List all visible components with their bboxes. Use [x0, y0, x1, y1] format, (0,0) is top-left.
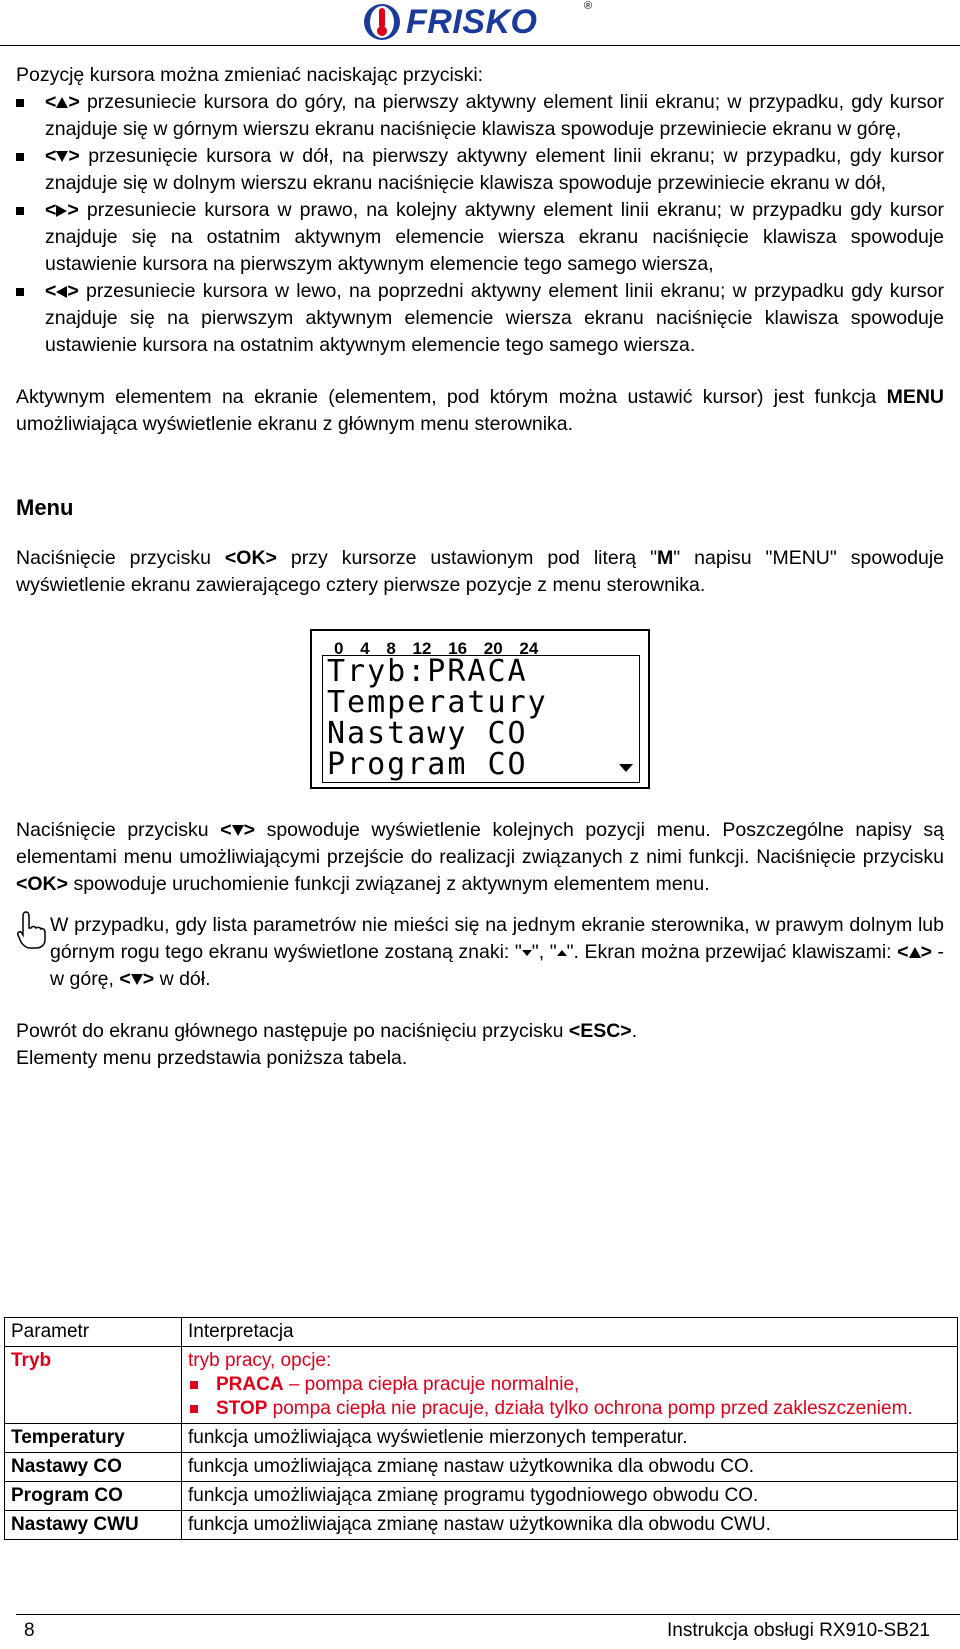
lcd-line: Program CO: [327, 747, 528, 782]
intro-text: Pozycję kursora można zmieniać naciskając przyciski:: [16, 64, 484, 86]
footer-rule: [16, 1614, 960, 1615]
esc-paragraph: Powrót do ekranu głównego następuje po naciśnięciu przycisku <ESC>. Elementy menu przedstawia poniższa tabela.: [16, 1020, 638, 1069]
header-rule: [0, 45, 960, 46]
parameter-description: funkcja umożliwiająca zmianę nastaw użytkownika dla obwodu CO.: [182, 1453, 958, 1482]
note-block: [16, 912, 944, 993]
mode-options-list: [188, 1373, 951, 1421]
next-items-paragraph: Naciśnięcie przycisku < > spowoduje wyświetlenie kolejnych pozycji menu. Poszczególne napisy są elementami menu umożliwiającymi przejście do realizacji związanych z nimi funkcji. Naciśnięcie przycisku <OK> spowoduje uruchomienie funkcji związanej z aktywnym elementem menu.: [16, 819, 944, 895]
lcd-line: Tryb:PRACA: [327, 654, 528, 689]
note-text: W przypadku, gdy lista parametrów nie mieści się na jednym ekranie sterownika, w prawym dolnym lub górnym rogu tego ekranu wyświetlone zostaną znaki: " ", " ". Ekran można przewijać klawiszami: < > - w górę, < > w dół.: [50, 914, 945, 990]
lcd-column-scale: 0 4 8 12 16 20 24: [334, 639, 539, 658]
table-row: [5, 1347, 958, 1424]
active-element-paragraph: Aktywnym elementem na ekranie (elementem, pod którym można ustawić kursor) jest funkcja MENU umożliwiająca wyświetlenie ekranu z głównym menu sterownika.: [16, 386, 944, 435]
up-triangle-icon: [56, 97, 68, 108]
lcd-display: [310, 629, 650, 789]
down-triangle-icon: [232, 825, 244, 836]
logo-text: FRISKO: [406, 2, 538, 41]
parameter-name: Tryb: [5, 1347, 182, 1424]
parameter-description: funkcja umożliwiająca wyświetlenie mierzonych temperatur.: [182, 1424, 958, 1453]
lcd-line: Temperatury: [327, 685, 548, 720]
parameter-name: Program CO: [5, 1482, 182, 1511]
lcd-screen: [322, 655, 640, 783]
lcd-display-figure: [16, 629, 944, 789]
parameter-name: Temperatury: [5, 1424, 182, 1453]
list-item: < > przesunięcie kursora w dół, na pierwszy aktywny element linii ekranu; w przypadku, gdy kursor znajduje się w dolnym wierszu ekranu naciśnięcie klawisza spowoduje przewiniecie ekranu w dół,: [16, 143, 944, 197]
page-number: 8: [24, 1620, 35, 1641]
lcd-line: Nastawy CO: [327, 716, 528, 751]
table-row: [5, 1453, 958, 1482]
table-row: [5, 1511, 958, 1540]
up-triangle-icon: [909, 947, 921, 958]
thermometer-logo-icon: [362, 2, 402, 42]
menu-heading: Menu: [16, 495, 74, 520]
parameter-name: Nastawy CWU: [5, 1511, 182, 1540]
table-header-row: [5, 1318, 958, 1347]
right-triangle-icon: [56, 205, 67, 217]
document-title: Instrukcja obsługi RX910-SB21: [667, 1620, 930, 1641]
parameter-description: funkcja umożliwiająca zmianę programu tygodniowego obwodu CO.: [182, 1482, 958, 1511]
list-item: STOP pompa ciepła nie pracuje, działa tylko ochrona pomp przed zakleszczeniem.: [188, 1397, 951, 1421]
parameter-description: tryb pracy, opcje: PRACA – pompa ciepła pracuje normalnie, STOP pompa ciepła nie pracuje, działa tylko ochrona pomp przed zakleszczeniem.: [182, 1347, 958, 1424]
table-header-cell: Parametr: [5, 1318, 182, 1347]
down-triangle-icon: [56, 151, 68, 162]
left-triangle-icon: [56, 286, 67, 298]
frisko-logo: [362, 2, 537, 42]
parameter-description: funkcja umożliwiająca zmianę nastaw użytkownika dla obwodu CWU.: [182, 1511, 958, 1540]
list-item: PRACA – pompa ciepła pracuje normalnie,: [188, 1373, 951, 1397]
small-up-triangle-icon: [557, 950, 567, 956]
small-down-triangle-icon: [522, 950, 532, 956]
menu-paragraph: Naciśnięcie przycisku <OK> przy kursorze ustawionym pod literą "M" napisu "MENU" spowoduje wyświetlenie ekranu zawierającego cztery pierwsze pozycje z menu sterownika.: [16, 547, 945, 596]
scroll-down-icon: [619, 764, 633, 772]
menu-parameter-table: [4, 1317, 958, 1540]
page-content: [16, 62, 944, 1072]
parameter-name: Nastawy CO: [5, 1453, 182, 1482]
cursor-key-list: [16, 89, 944, 359]
pointing-hand-icon: [16, 910, 46, 950]
list-item: < > przesuniecie kursora w lewo, na poprzedni aktywny element linii ekranu; w przypadku gdy kursor znajduje się na pierwszym aktywnym elemencie wiersza ekranu naciśnięcie klawisza spowoduje ustawienie kursora na ostatnim aktywnym elemencie tego samego wiersza.: [16, 278, 944, 359]
table-row: [5, 1424, 958, 1453]
list-item: < > przesuniecie kursora w prawo, na kolejny aktywny element linii ekranu; w przypadku gdy kursor znajduje się na ostatnim aktywnym elemencie wiersza ekranu naciśnięcie klawisza spowoduje ustawienie kursora na pierwszym aktywnym elemencie tego samego wiersza,: [16, 197, 944, 278]
table-header-cell: Interpretacja: [182, 1318, 958, 1347]
table-row: [5, 1482, 958, 1511]
registered-mark: ®: [584, 0, 593, 12]
list-item: < > przesuniecie kursora do góry, na pierwszy aktywny element linii ekranu; w przypadku, gdy kursor znajduje się w górnym wierszu ekranu naciśnięcie klawisza spowoduje przewiniecie ekranu w górę,: [16, 89, 944, 143]
down-triangle-icon: [131, 974, 143, 985]
page-header: [0, 0, 960, 46]
